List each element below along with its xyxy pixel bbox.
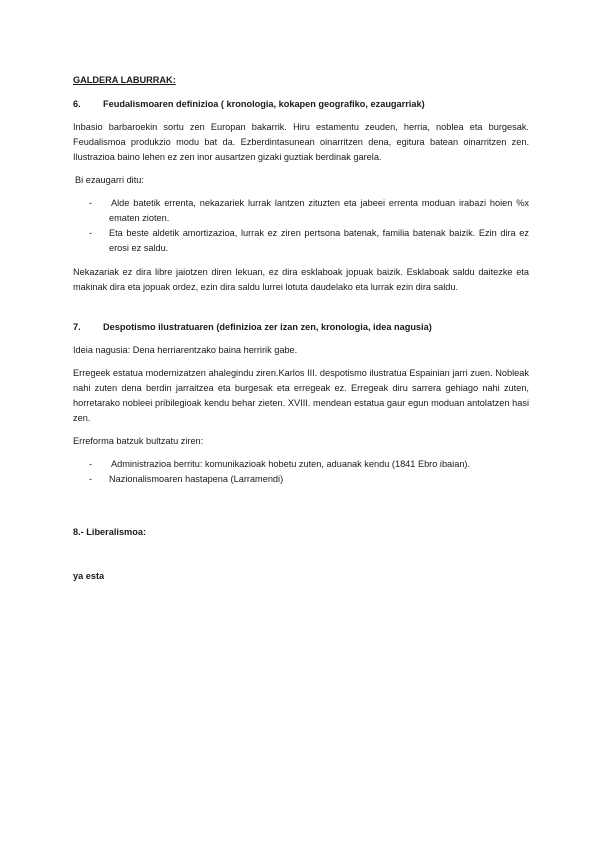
list-item-text: Nazionalismoaren hastapena (Larramendi) xyxy=(109,474,284,484)
list-item xyxy=(89,472,529,487)
list-item xyxy=(89,457,529,472)
list-item xyxy=(89,196,529,226)
list-item-text: Administrazioa berritu: komunikazioak hobetu zuten, aduanak kendu (1841 Ebro ibaian). xyxy=(111,459,471,469)
list-dash: - xyxy=(89,459,93,469)
question-6-list xyxy=(89,196,529,256)
question-7-title: Despotismo ilustratuaren (definizioa zer izan zen, kronologia, idea nagusia) xyxy=(103,322,432,332)
question-6-paragraph-1: Inbasio barbaroekin sortu zen Europan bakarrik. Hiru estamentu zeuden, herria, noblea eta burgesak. Feudalismoa produkzio modu bat da. Ezberdintasunean oinarritzen dena, egitura batean oinarritzen zen. Ilustrazioa baino lehen ez zen inor ausartzen gizaki guztiak berdinak garela. xyxy=(73,122,529,162)
question-7-list xyxy=(89,457,529,487)
question-8-heading: 8.- Liberalismoa: xyxy=(73,527,147,537)
list-dash: - xyxy=(89,198,93,208)
question-7-number: 7. xyxy=(73,322,81,332)
question-7-paragraph-3: Erreforma batzuk bultzatu ziren: xyxy=(73,436,204,446)
question-7-heading xyxy=(73,320,529,335)
list-item xyxy=(89,226,529,256)
question-6-paragraph-3: Nekazariak ez dira libre jaiotzen diren lekuan, ez dira esklaboak jopuak baizik. Esklaboak saldu daitezke eta makinak dira eta jopuak ordez, ezin dira saldu lurrei lotuta daudelako eta lurrak ezin dira saldu. xyxy=(73,267,529,292)
question-6-paragraph-2: Bi ezaugarri ditu: xyxy=(75,175,144,185)
question-7-paragraph-1: Ideia nagusia: Dena herriarentzako baina herririk gabe. xyxy=(73,345,298,355)
question-7-paragraph-2: Erregeek estatua modernizatzen ahalegindu ziren.Karlos III. despotismo ilustratua Espainian jarri zuen. Nobleak nahi zuten dena berdin jarraitzea eta burgesak eta erregeak ez. Erregeak diru sarrera gehiago nahi zuten, horretarako nobleei pribilegioak kendu behar zieten. XVIII. mendean estatua gaur egun moduan antolatzen hasi zen. xyxy=(73,368,529,423)
question-6-title: Feudalismoaren definizioa ( kronologia, kokapen geografiko, ezaugarriak) xyxy=(103,99,425,109)
list-dash: - xyxy=(89,474,93,484)
list-item-text: Eta beste aldetik amortizazioa, lurrak ez ziren pertsona batenak, familia batenak baizik. Ezin dira ez erosi ez saldu. xyxy=(109,228,529,253)
list-dash: - xyxy=(89,228,93,238)
question-6-number: 6. xyxy=(73,99,81,109)
question-8-answer: ya esta xyxy=(73,571,105,581)
document-title: GALDERA LABURRAK: xyxy=(73,75,176,85)
list-item-text: Alde batetik errenta, nekazariek lurrak lantzen zituzten eta jabeei errenta moduan irabazi hoien %x ematen zioten. xyxy=(109,198,529,223)
question-6-heading xyxy=(73,97,529,112)
